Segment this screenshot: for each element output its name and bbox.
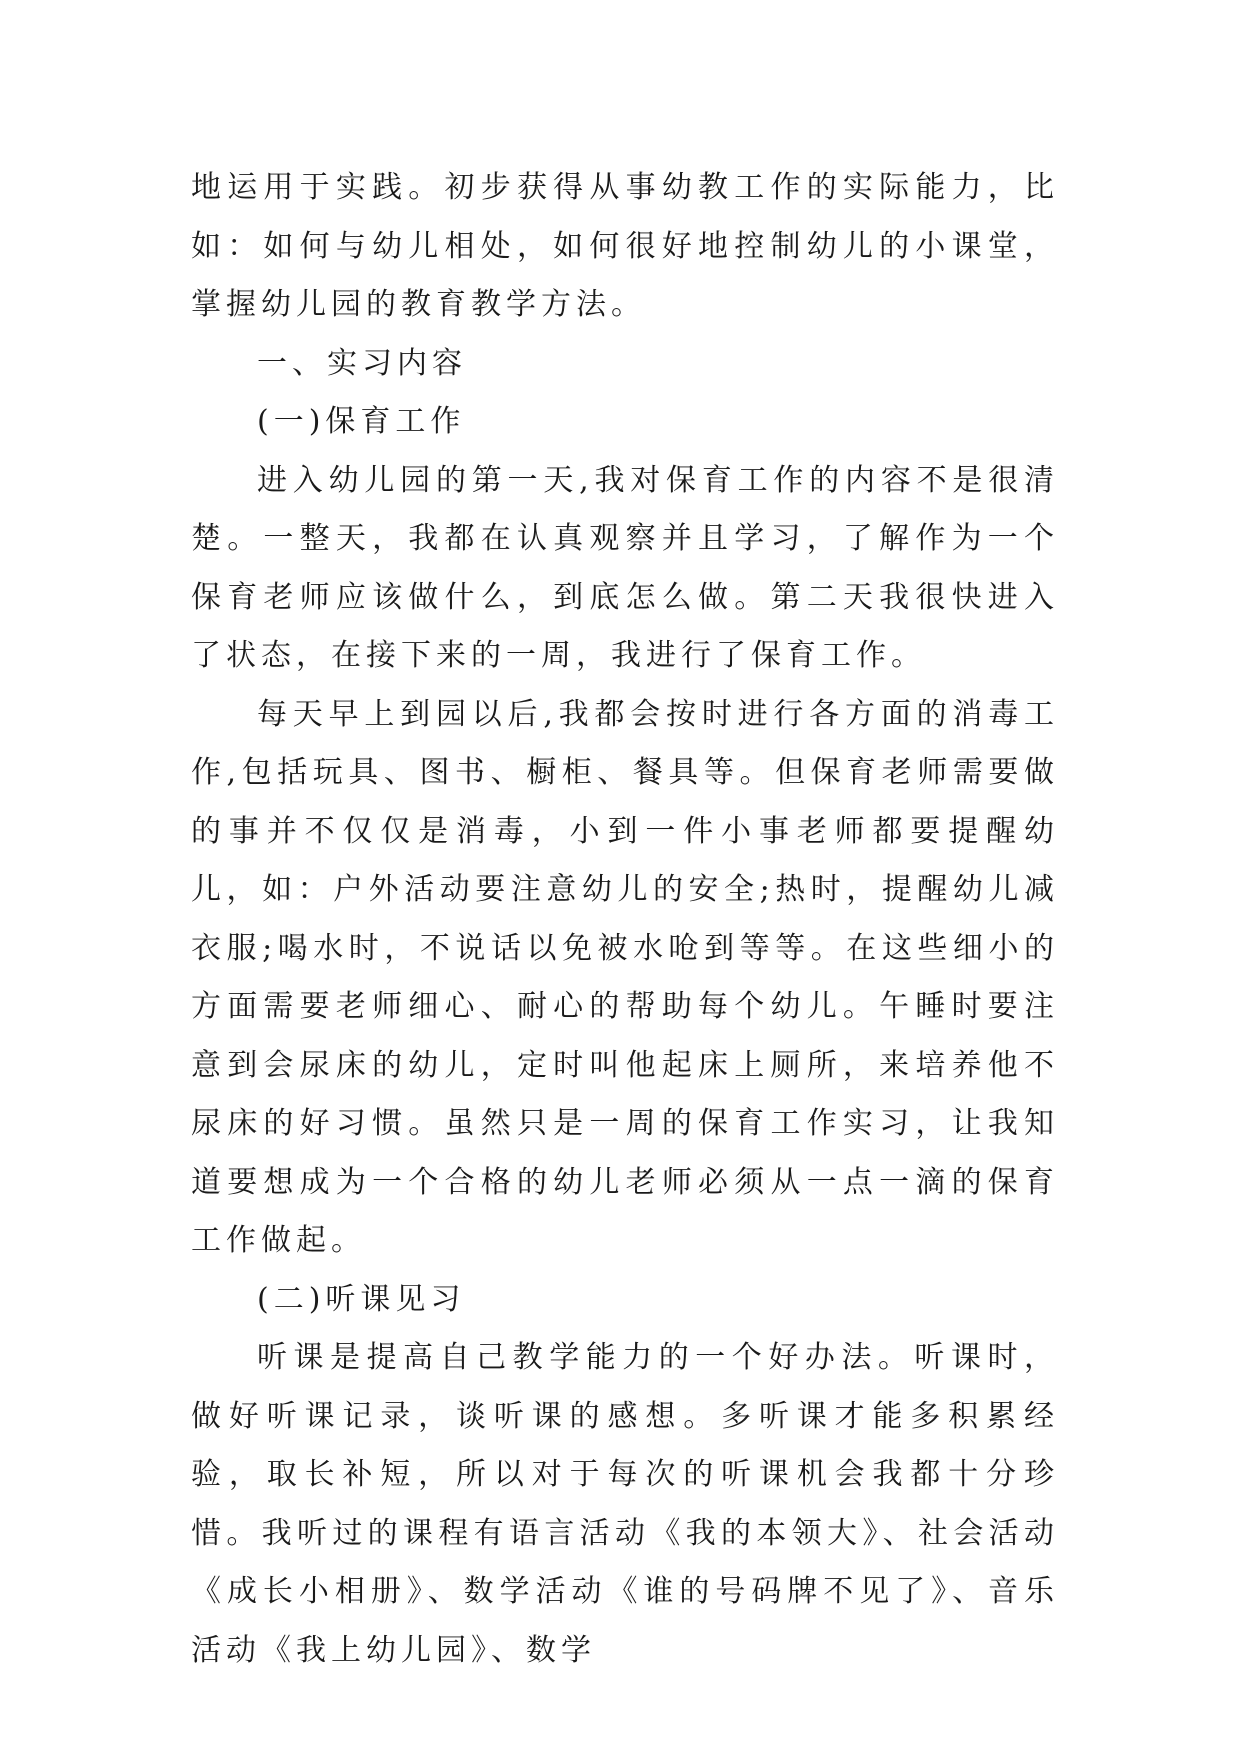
paragraph-first-day: 进入幼儿园的第一天,我对保育工作的内容不是很清楚。一整天，我都在认真观察并且学习，了解作为一个保育老师应该做什么，到底怎么做。第二天我很快进入了状态，在接下来的一周，我进行了保育工作。 — [191, 462, 1059, 673]
subsection-heading-childcare-work: (一)保育工作 — [257, 404, 466, 439]
paragraph-lesson-observation: 听课是提高自己教学能力的一个好办法。听课时，做好听课记录，谈听课的感想。多听课才能多积累经验，取长补短，所以对于每次的听课机会我都十分珍惜。我听过的课程有语言活动《我的本领大》、社会活动《成长小相册》、数学活动《谁的号码牌不见了》、音乐活动《我上幼儿园》、数学 — [191, 1340, 1059, 1668]
subsection-heading-lesson-observation: (二)听课见习 — [257, 1281, 466, 1317]
document-body — [191, 159, 1059, 1680]
paragraph-intro-continuation: 地运用于实践。初步获得从事幼教工作的实际能力，比如：如何与幼儿相处，如何很好地控制幼儿的小课堂，掌握幼儿园的教育教学方法。 — [191, 170, 1059, 322]
section-heading-internship-content: 一、实习内容 — [257, 345, 467, 381]
paragraph-daily-routine: 每天早上到园以后,我都会按时进行各方面的消毒工作,包括玩具、图书、橱柜、餐具等。但保育老师需要做的事并不仅仅是消毒，小到一件小事老师都要提醒幼儿，如：户外活动要注意幼儿的安全;热时，提醒幼儿减衣服;喝水时，不说话以免被水呛到等等。在这些细小的方面需要老师细心、耐心的帮助每个幼儿。午睡时要注意到会尿床的幼儿，定时叫他起床上厕所，来培养他不尿床的好习惯。虽然只是一周的保育工作实习，让我知道要想成为一个合格的幼儿老师必须从一点一滴的保育工作做起。 — [191, 696, 1059, 1258]
